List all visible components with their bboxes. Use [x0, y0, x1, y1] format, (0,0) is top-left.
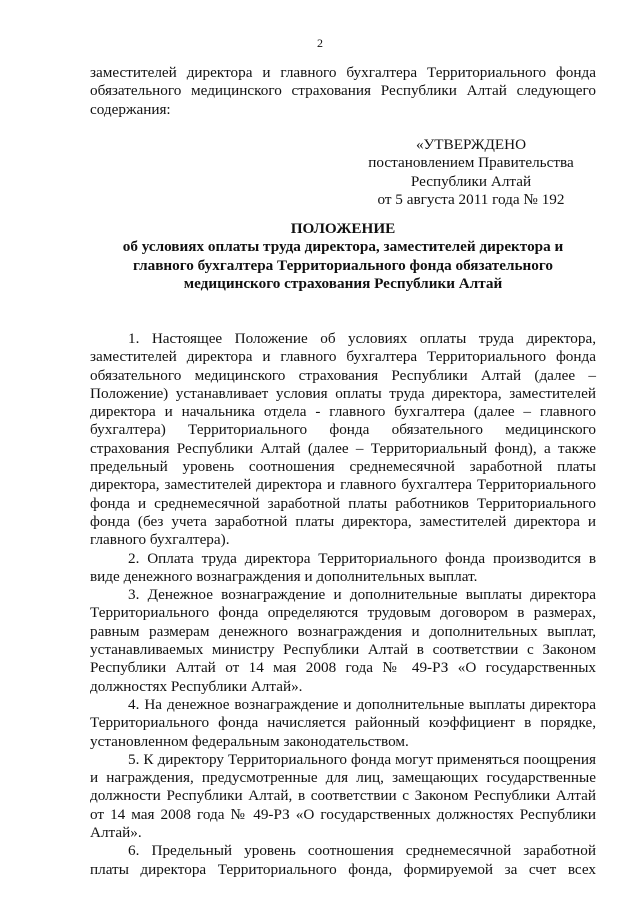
paragraph-3: 3. Денежное вознаграждение и дополнительные выплаты директора Территориального фонда определяются трудовым договором в размерах, равным размерам денежного вознаграждения и дополнительных выплат, устанавливаемых министру Республики Алтай в соответствии с Законом Республики Алтай от 14 мая 2008 года № 49-РЗ «О государственных должностях Республики Алтай».	[90, 586, 596, 695]
title-line-2: главного бухгалтера Территориального фонда обязательного	[132, 256, 554, 274]
title-line-1: об условиях оплаты труда директора, заместителей директора и	[122, 238, 564, 256]
paragraph-1: 1. Настоящее Положение об условиях оплаты труда директора, заместителей директора и главного бухгалтера Территориального фонда обязательного медицинского страхования Республики Алтай (далее – Положение) устанавливает условия оплаты труда директора, заместителей директора и начальника отдела - главного бухгалтера (далее – главного бухгалтера) Территориального фонда обязательного медицинского страхования Республики Алтай (далее – Территориальный фонд), а также предельный уровень соотношения среднемесячной заработной платы директора, заместителей директора и главного бухгалтера Территориального фонда и среднемесячной заработной платы работников Территориального фонда (без учета заработной платы директора, заместителей директора и главного бухгалтера).	[90, 330, 596, 549]
approval-line-approved: «УТВЕРЖДЕНО	[415, 136, 527, 153]
approval-line-date: от 5 августа 2011 года № 192	[377, 190, 565, 208]
document-title	[90, 220, 596, 293]
paragraph-6: 6. Предельный уровень соотношения среднемесячной заработной платы директора Территориального фонда, формируемой за счет всех	[90, 842, 596, 878]
approval-line-resolution: постановлением Правительства	[368, 154, 574, 172]
paragraph-2: 2. Оплата труда директора Территориального фонда производится в виде денежного вознаграждения и дополнительных выплат.	[90, 549, 596, 585]
approval-line-republic: Республики Алтай	[410, 172, 532, 190]
paragraph-5: 5. К директору Территориального фонда могут применяться поощрения и награждения, предусмотренные для лиц, замещающих государственные должности Республики Алтай, в соответствии с Законом Республики Алтай от 14 мая 2008 года № 49-РЗ «О государственных должностях Республики Алтай».	[90, 750, 596, 842]
title-line-3: медицинского страхования Республики Алтай	[183, 274, 503, 292]
page-number: 2	[317, 36, 323, 50]
title-heading: ПОЛОЖЕНИЕ	[290, 220, 396, 237]
approval-stamp	[355, 136, 587, 209]
intro-paragraph: заместителей директора и главного бухгалтера Территориального фонда обязательного медицинского страхования Республики Алтай следующего содержания:	[90, 64, 596, 118]
paragraph-4: 4. На денежное вознаграждение и дополнительные выплаты директора Территориального фонда начисляется районный коэффициент в порядке, установленном федеральным законодательством.	[90, 695, 596, 750]
document-body	[90, 330, 596, 879]
